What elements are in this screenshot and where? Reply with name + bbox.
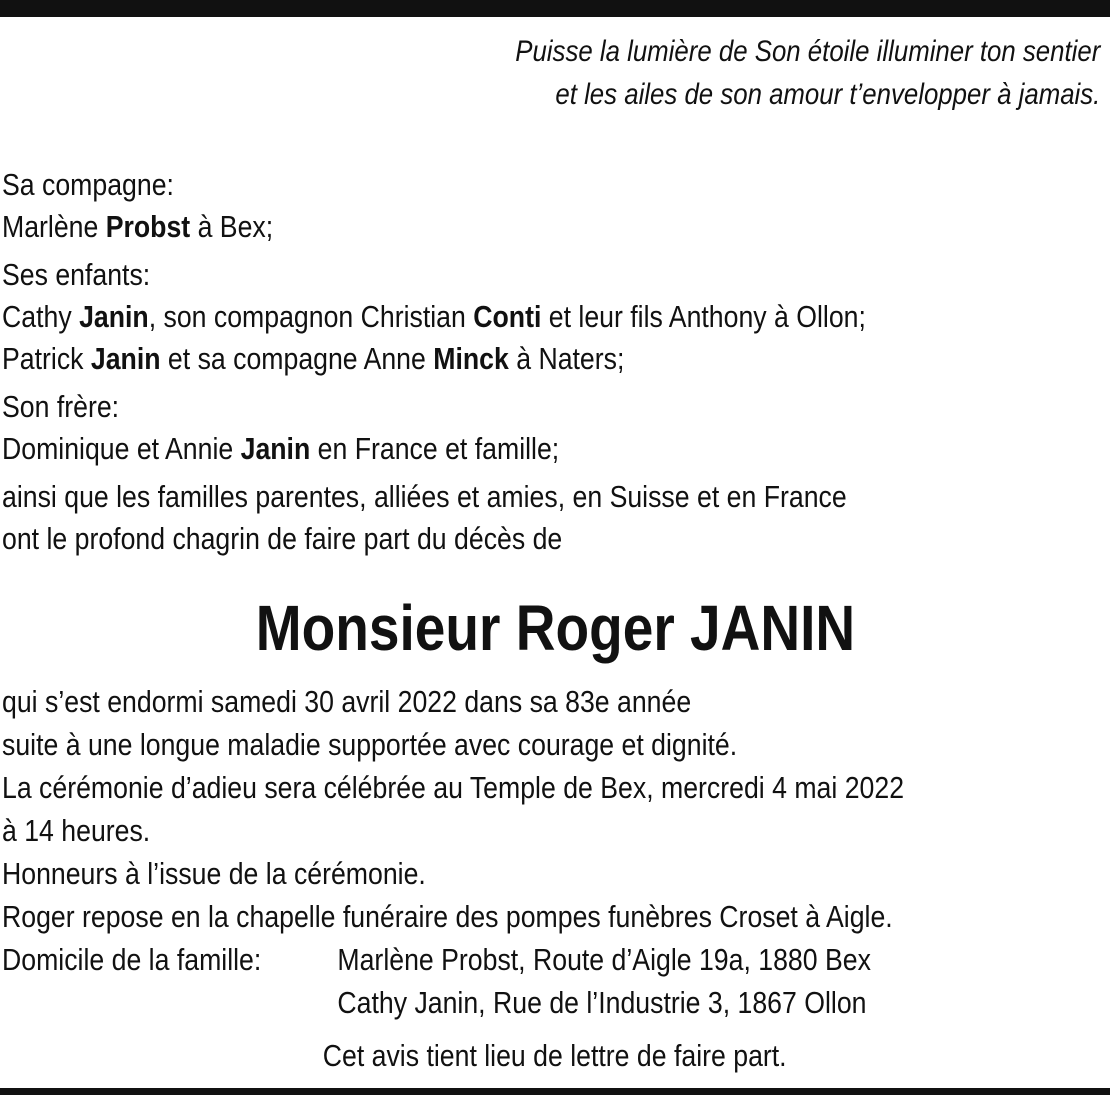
children-heading: Ses enfants: [2, 257, 151, 292]
details-line-4: à 14 heures. [2, 813, 151, 848]
domicile-row-1 [2, 938, 1103, 981]
child-line-2 [2, 338, 1077, 380]
families-line-2: ont le profond chagrin de faire part du décès de [2, 521, 563, 556]
brother-rest: en France et famille; [310, 431, 560, 466]
child-1-surname: Janin [79, 299, 149, 334]
domicile-address-2: Cathy Janin, Rue de l’Industrie 3, 1867 Ollon [337, 985, 867, 1020]
companion-surname: Probst [105, 209, 191, 244]
epigraph-line-2: et les ailes de son amour t’envelopper à jamais. [555, 78, 1100, 111]
domicile-address-1: Marlène Probst, Route d’Aigle 19a, 1880 Bex [337, 942, 871, 977]
details-line-2: suite à une longue maladie supportée avec courage et dignité. [2, 727, 738, 762]
child-1-rest: et leur fils Anthony à Ollon; [541, 299, 866, 334]
top-rule [0, 0, 1110, 17]
companion-heading: Sa compagne: [2, 167, 174, 202]
brother-heading: Son frère: [2, 389, 120, 424]
details-line-3: La cérémonie d’adieu sera célébrée au Temple de Bex, mercredi 4 mai 2022 [2, 770, 905, 805]
epigraph [515, 30, 1100, 116]
companion-line [2, 206, 1077, 248]
details-line-5: Honneurs à l’issue de la cérémonie. [2, 856, 426, 891]
brother-names: Dominique et Annie [2, 431, 241, 466]
details-line-1: qui s’est endormi samedi 30 avril 2022 dans sa 83e année [2, 684, 692, 719]
child-2-partner-surname: Minck [433, 341, 509, 376]
family-announcement [2, 164, 1077, 560]
companion-place: à Bex; [190, 209, 274, 244]
child-2-text: et sa compagne Anne [160, 341, 434, 376]
child-2-surname: Janin [90, 341, 161, 376]
brother-surname: Janin [240, 431, 311, 466]
details-line-6: Roger repose en la chapelle funéraire des pompes funèbres Croset à Aigle. [2, 899, 893, 934]
domicile-label: Domicile de la famille: [2, 942, 262, 977]
companion-first-name: Marlène [2, 209, 106, 244]
bottom-rule [0, 1088, 1110, 1095]
child-line-1 [2, 296, 1077, 338]
deceased-name [0, 588, 1110, 668]
deceased-name-text: Monsieur Roger JANIN [255, 592, 855, 664]
epigraph-line-1: Puisse la lumière de Son étoile illuminer ton sentier [514, 35, 1100, 68]
families-line-1: ainsi que les familles parentes, alliées et amies, en Suisse et en France [2, 479, 847, 514]
brother-line [2, 428, 1077, 470]
closing-text: Cet avis tient lieu de lettre de faire part. [323, 1038, 787, 1073]
closing-note [0, 1034, 1110, 1077]
child-1-text: , son compagnon Christian [148, 299, 474, 334]
child-2-first-name: Patrick [2, 341, 91, 376]
child-1-partner-surname: Conti [473, 299, 542, 334]
child-1-first-name: Cathy [2, 299, 80, 334]
domicile-row-2 [2, 981, 1103, 1024]
child-2-rest: à Naters; [508, 341, 625, 376]
ceremony-details [2, 680, 1103, 1024]
